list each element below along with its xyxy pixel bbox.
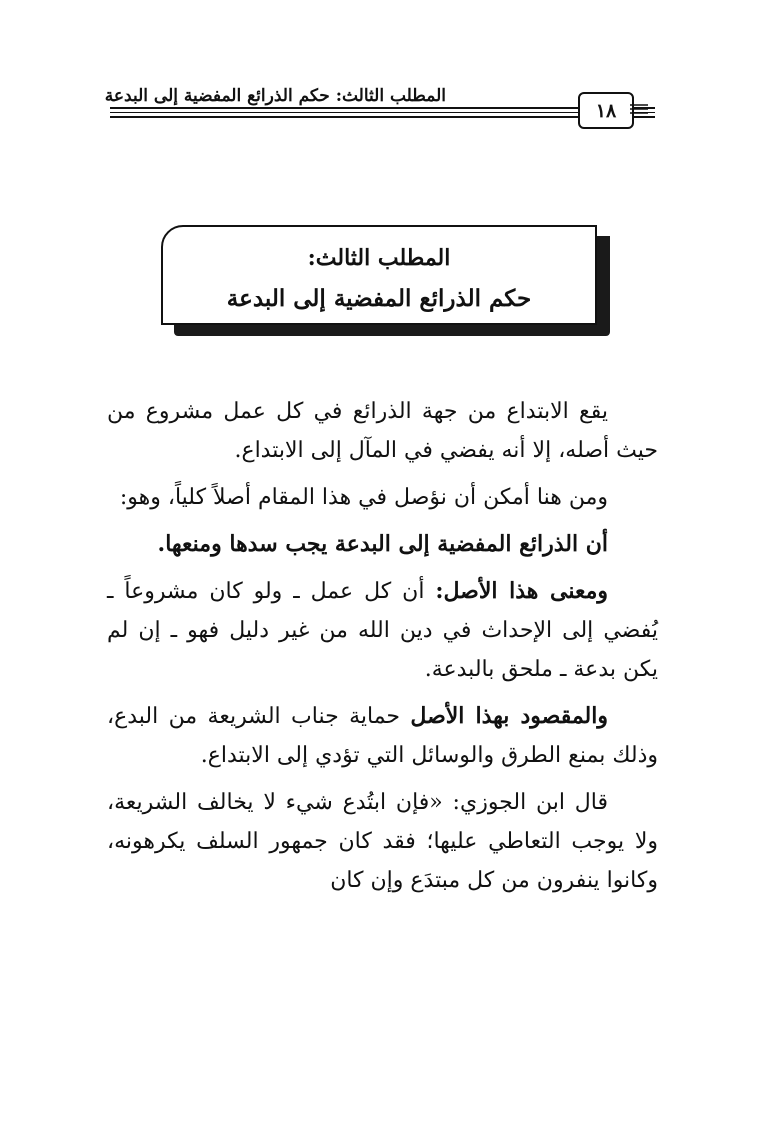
page-number-arrow-icon xyxy=(630,103,648,115)
paragraph-6: قال ابن الجوزي: «فإن ابتُدع شيء لا يخالف الشريعة، ولا يوجب التعاطي عليها؛ فقد كان جمهور السلف يكرهونه، وكانوا ينفرون من كل مبتدَع وإن كان xyxy=(107,790,658,893)
header-rule-bottom xyxy=(110,116,655,118)
paragraph-5-text: حماية جناب الشريعة من البدع، وذلك بمنع الطرق والوسائل التي تؤدي إلى الابتداع. xyxy=(107,704,658,768)
paragraph-2: ومن هنا أمكن أن نؤصل في هذا المقام أصلاً كلياً، وهو: xyxy=(119,485,608,510)
paragraph-4-lead: ومعنى هذا الأصل: xyxy=(435,578,608,604)
section-title-box xyxy=(161,225,597,325)
section-label: المطلب الثالث: xyxy=(307,245,451,271)
paragraph-5-lead: والمقصود بهذا الأصل xyxy=(410,703,608,729)
paragraph-1: يقع الابتداع من جهة الذرائع في كل عمل مشروع من حيث أصله، إلا أنه يفضي في المآل إلى الابتداع. xyxy=(107,399,658,463)
running-title: المطلب الثالث: حكم الذرائع المفضية إلى البدعة xyxy=(104,86,446,106)
body-text xyxy=(107,392,658,900)
paragraph-4-text: أن كل عمل ـ ولو كان مشروعاً ـ يُفضي إلى الإحداث في دين الله من غير دليل فهو ـ إن لم يكن بدعة ـ ملحق بالبدعة. xyxy=(107,579,658,682)
page-number: ١٨ xyxy=(578,92,634,129)
header-rule-middle xyxy=(110,112,655,113)
section-title: حكم الذرائع المفضية إلى البدعة xyxy=(226,285,532,312)
header-rule-top xyxy=(110,107,655,109)
paragraph-5 xyxy=(107,697,658,775)
principle-statement: أن الذرائع المفضية إلى البدعة يجب سدها ومنعها. xyxy=(157,531,608,557)
paragraph-4 xyxy=(107,572,658,689)
